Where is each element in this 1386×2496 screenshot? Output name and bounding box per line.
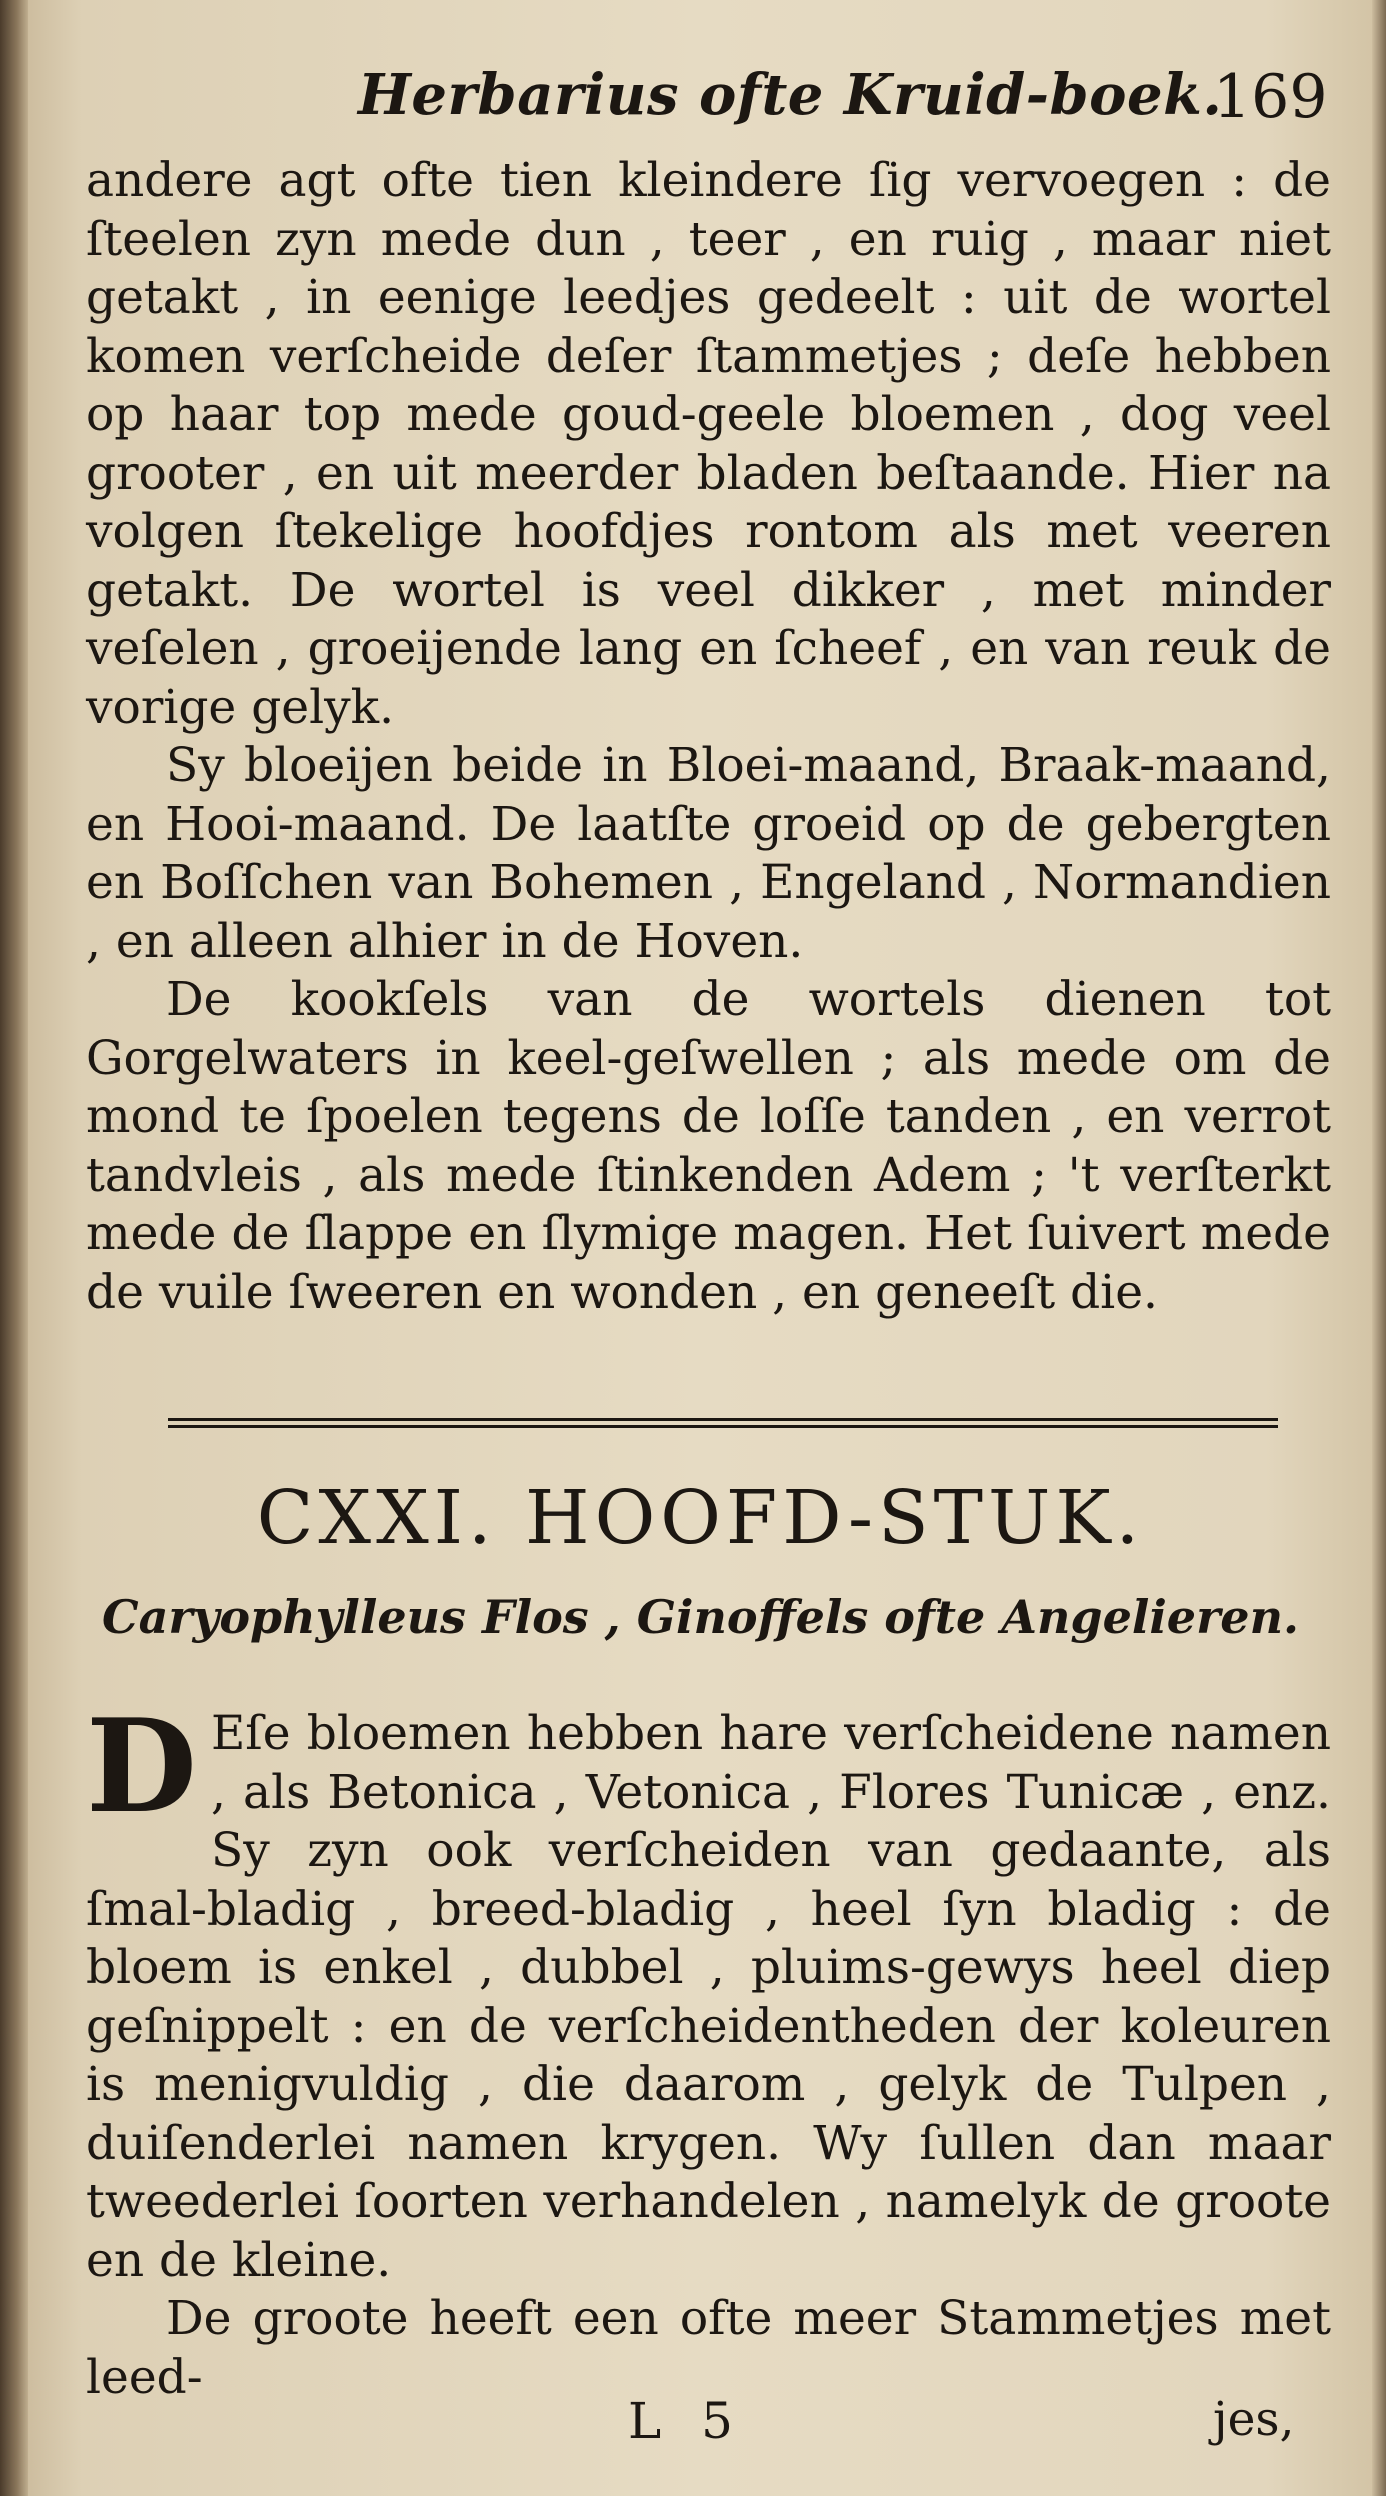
paragraph-with-initial <box>86 1692 1331 2290</box>
drop-cap-initial: D <box>86 1692 197 1842</box>
signature-mark: L 5 <box>628 2392 745 2450</box>
paragraph: Sy bloeijen beide in Bloei-maand, Braak-maand, en Hooi-maand. De laatſte groeid op de gebergten en Boſſchen van Bohemen , Engeland , Normandien , en alleen alhier in de Hoven. <box>86 738 1331 969</box>
paragraph: andere agt ofte tien kleindere ſig vervoegen : de ſteelen zyn mede dun , teer , en ruig , maar niet getakt , in eenige leedjes gedeelt : uit de wortel komen verſcheide deſer ſtammetjes ; deſe hebben op haar top mede goud-geele bloemen , dog veel grooter , en uit meerder bladen beſtaande. Hier na volgen ſtekelige hoofdjes rontom als met veeren getakt. De wortel is veel dikker , met minder veſelen , groeijende lang en ſcheef , en van reuk de vorige gelyk. <box>86 153 1331 735</box>
paragraph: De groote heeft een ofte meer Stammetjes met leed- <box>86 2291 1331 2405</box>
running-title: Herbarius ofte Kruid-boek. <box>358 62 1223 128</box>
section-divider-rule <box>168 1418 1278 1428</box>
chapter-subtitle: Caryophylleus Flos , Ginoffels ofte Angelieren. <box>101 1590 1300 1644</box>
page-footer <box>28 2392 1373 2462</box>
text-block-continued <box>86 152 1331 1322</box>
page-header <box>28 62 1373 152</box>
chapter-heading: CXXI. HOOFD-STUK. <box>256 1475 1145 1561</box>
paragraph-text: Eſe bloemen hebben hare verſcheidene namen , als Betonica , Vetonica , Flores Tunicæ , enz. Sy zyn ook verſcheiden van gedaante, als ſmal-bladig , breed-bladig , heel ſyn bladig : de bloem is enkel , dubbel , pluims-gewys heel diep geſnippelt : en de verſcheidentheden der koleuren is menigvuldig , die daarom , gelyk de Tulpen , duiſenderlei namen krygen. Wy ſullen dan maar tweederlei ſoorten verhandelen , namelyk de groote en de kleine. <box>86 1706 1331 2288</box>
page-gutter-shadow <box>0 0 28 2496</box>
catchword: jes, <box>1213 2392 1295 2447</box>
paragraph: De kookſels van de wortels dienen tot Gorgelwaters in keel-geſwellen ; als mede om de mond te ſpoelen tegens de loſſe tanden , en verrot tandvleis , als mede ſtinkenden Adem ; 't verſterkt mede de ſlappe en ſlymige magen. Het ſuivert mede de vuile ſweeren en wonden , en geneeſt die. <box>86 972 1331 1320</box>
page-edge <box>1372 0 1386 2496</box>
page-number: 169 <box>1213 62 1328 132</box>
text-block-chapter <box>86 1692 1331 2407</box>
book-page <box>28 0 1373 2496</box>
